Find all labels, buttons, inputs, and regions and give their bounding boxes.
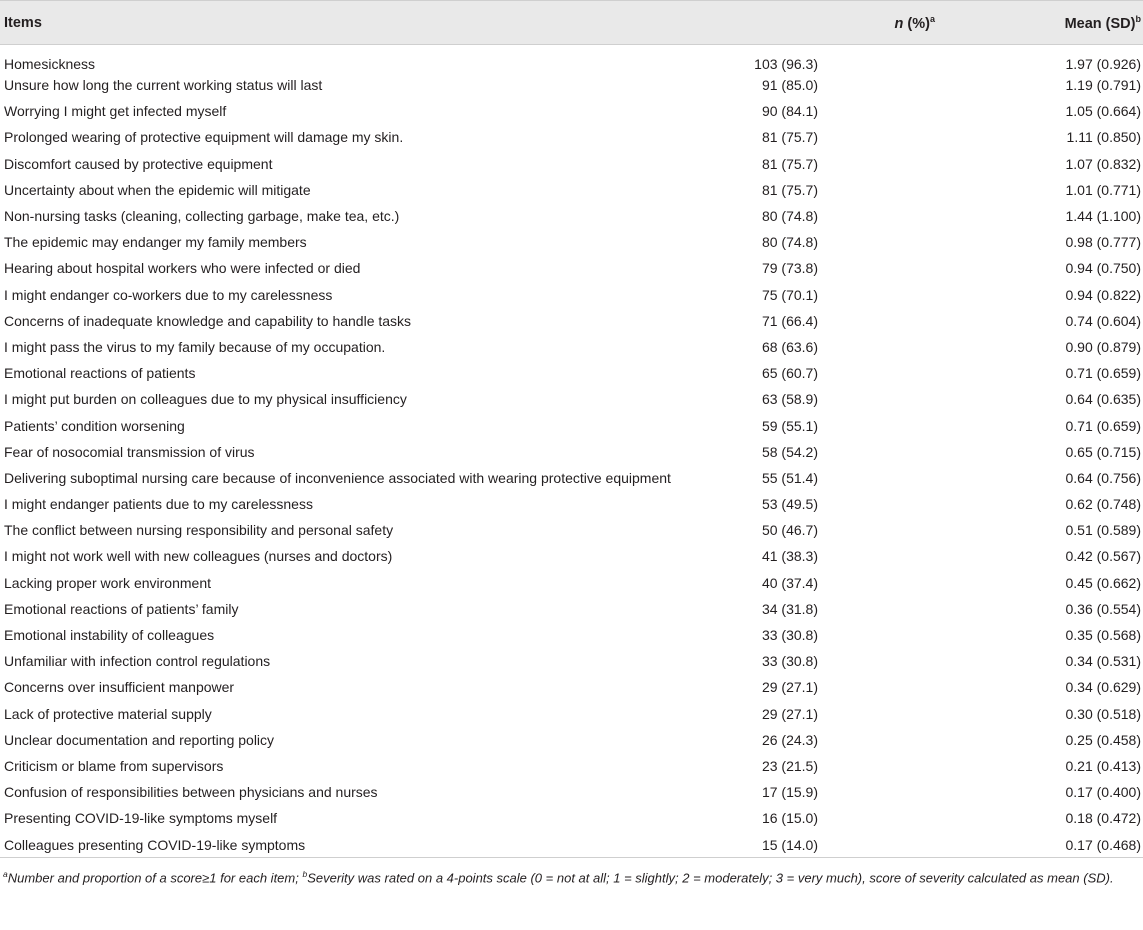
mean-sd-cell: 1.01 (0.771)	[1065, 181, 1141, 198]
item-cell: Non-nursing tasks (cleaning, collecting garbage, make tea, etc.)	[4, 208, 400, 225]
item-cell: Fear of nosocomial transmission of virus	[4, 443, 255, 460]
table-row	[0, 98, 1143, 124]
item-cell: Concerns over insufficient manpower	[4, 679, 235, 696]
n-percent-cell: 81 (75.7)	[761, 129, 818, 146]
table-row	[0, 386, 1143, 412]
table-row	[0, 701, 1143, 727]
n-percent-cell: 40 (37.4)	[761, 574, 818, 591]
item-cell: Criticism or blame from supervisors	[4, 757, 224, 774]
item-cell: Prolonged wearing of protective equipment will damage my skin.	[4, 129, 404, 146]
n-percent-cell: 16 (15.0)	[761, 810, 818, 827]
table-row	[0, 543, 1143, 569]
mean-sd-cell: 0.74 (0.604)	[1065, 312, 1141, 329]
item-cell: Unclear documentation and reporting policy	[4, 731, 275, 748]
table-row	[0, 282, 1143, 308]
mean-sd-cell: 0.25 (0.458)	[1065, 731, 1141, 748]
item-cell: I might not work well with new colleagues (nurses and doctors)	[4, 548, 393, 565]
item-cell: Homesickness	[4, 56, 96, 72]
table-row	[0, 648, 1143, 674]
table-row	[0, 203, 1143, 229]
n-percent-cell: 33 (30.8)	[761, 653, 818, 670]
mean-sd-cell: 1.07 (0.832)	[1065, 155, 1141, 172]
table-row	[0, 360, 1143, 386]
item-cell: Emotional instability of colleagues	[4, 627, 215, 644]
n-percent-cell: 41 (38.3)	[761, 548, 818, 565]
table-row	[0, 308, 1143, 334]
n-percent-cell: 80 (74.8)	[761, 208, 818, 225]
table-row	[0, 831, 1143, 857]
table-row	[0, 491, 1143, 517]
footnote-a-mark: a	[3, 869, 8, 879]
n-percent-cell: 81 (75.7)	[761, 155, 818, 172]
item-cell: Concerns of inadequate knowledge and capability to handle tasks	[4, 312, 412, 329]
item-cell: I might endanger patients due to my carelessness	[4, 496, 313, 513]
item-cell: Confusion of responsibilities between physicians and nurses	[4, 784, 378, 801]
mean-sd-cell: 0.17 (0.400)	[1065, 784, 1141, 801]
mean-sd-cell: 0.21 (0.413)	[1065, 757, 1141, 774]
header-row	[0, 1, 1143, 45]
footnote-b-text: Severity was rated on a 4-points scale (0 = not at all; 1 = slightly; 2 = moderately; 3 = very much), score of severity calculated as mean (SD).	[307, 870, 1114, 886]
mean-sd-cell: 0.64 (0.756)	[1065, 469, 1141, 486]
table-row	[0, 124, 1143, 150]
item-cell: Hearing about hospital workers who were infected or died	[4, 260, 361, 277]
n-percent-cell: 71 (66.4)	[761, 312, 818, 329]
table-body	[0, 45, 1143, 858]
item-cell: The epidemic may endanger my family members	[4, 234, 307, 251]
footnote-a-text: Number and proportion of a score≥1 for each item;	[7, 870, 303, 886]
table-row	[0, 779, 1143, 805]
n-percent-cell: 75 (70.1)	[761, 286, 818, 303]
table-row	[0, 334, 1143, 360]
item-cell: Emotional reactions of patients’ family	[4, 600, 239, 617]
table-row	[0, 255, 1143, 281]
table-header	[0, 1, 1143, 45]
table-row	[0, 72, 1143, 98]
n-percent-cell: 17 (15.9)	[761, 784, 818, 801]
n-percent-cell: 33 (30.8)	[761, 627, 818, 644]
mean-sd-cell: 0.94 (0.822)	[1065, 286, 1141, 303]
header-mean-sup: b	[1135, 13, 1141, 24]
item-cell: The conflict between nursing responsibility and personal safety	[4, 522, 394, 539]
table-row	[0, 151, 1143, 177]
mean-sd-cell: 0.98 (0.777)	[1065, 234, 1141, 251]
n-percent-cell: 55 (51.4)	[761, 469, 818, 486]
table-footnote	[3, 864, 1139, 888]
table-row	[0, 517, 1143, 543]
mean-sd-cell: 0.34 (0.629)	[1065, 679, 1141, 696]
mean-sd-cell: 0.45 (0.662)	[1065, 574, 1141, 591]
table-row	[0, 45, 1143, 73]
n-percent-cell: 103 (96.3)	[754, 56, 818, 72]
mean-sd-cell: 0.62 (0.748)	[1065, 496, 1141, 513]
table-row	[0, 753, 1143, 779]
mean-sd-cell: 1.19 (0.791)	[1065, 77, 1141, 94]
item-cell: Lacking proper work environment	[4, 574, 211, 591]
header-n-label: n	[894, 15, 904, 32]
mean-sd-cell: 1.97 (0.926)	[1065, 56, 1141, 72]
header-items: Items	[0, 1, 694, 45]
n-percent-cell: 63 (58.9)	[761, 391, 818, 408]
mean-sd-cell: 0.30 (0.518)	[1065, 705, 1141, 722]
mean-sd-cell: 0.35 (0.568)	[1065, 627, 1141, 644]
n-percent-cell: 50 (46.7)	[761, 522, 818, 539]
n-percent-cell: 58 (54.2)	[761, 443, 818, 460]
header-n-sup: a	[929, 13, 935, 24]
mean-sd-cell: 1.44 (1.100)	[1065, 208, 1141, 225]
n-percent-cell: 29 (27.1)	[761, 705, 818, 722]
mean-sd-cell: 0.94 (0.750)	[1065, 260, 1141, 277]
n-percent-cell: 68 (63.6)	[761, 338, 818, 355]
mean-sd-cell: 0.36 (0.554)	[1065, 600, 1141, 617]
mean-sd-cell: 0.65 (0.715)	[1065, 443, 1141, 460]
n-percent-cell: 80 (74.8)	[761, 234, 818, 251]
header-pct-label: (%)	[903, 15, 930, 32]
item-cell: Colleagues presenting COVID-19-like symptoms	[4, 836, 306, 853]
table-row	[0, 674, 1143, 700]
item-cell: I might pass the virus to my family because of my occupation.	[4, 338, 386, 355]
item-cell: Unsure how long the current working status will last	[4, 77, 323, 94]
n-percent-cell: 65 (60.7)	[761, 365, 818, 382]
header-mean-sd	[937, 1, 1143, 45]
header-n-percent	[694, 1, 937, 45]
mean-sd-cell: 0.34 (0.531)	[1065, 653, 1141, 670]
mean-sd-cell: 0.42 (0.567)	[1065, 548, 1141, 565]
n-percent-cell: 23 (21.5)	[761, 757, 818, 774]
mean-sd-cell: 0.18 (0.472)	[1065, 810, 1141, 827]
n-percent-cell: 26 (24.3)	[761, 731, 818, 748]
mean-sd-cell: 0.71 (0.659)	[1065, 365, 1141, 382]
mean-sd-cell: 0.64 (0.635)	[1065, 391, 1141, 408]
item-cell: Unfamiliar with infection control regulations	[4, 653, 271, 670]
n-percent-cell: 53 (49.5)	[761, 496, 818, 513]
mean-sd-cell: 0.51 (0.589)	[1065, 522, 1141, 539]
n-percent-cell: 91 (85.0)	[761, 77, 818, 94]
item-cell: Emotional reactions of patients	[4, 365, 196, 382]
mean-sd-cell: 0.71 (0.659)	[1065, 417, 1141, 434]
mean-sd-cell: 1.05 (0.664)	[1065, 103, 1141, 120]
table-row	[0, 412, 1143, 438]
n-percent-cell: 29 (27.1)	[761, 679, 818, 696]
n-percent-cell: 34 (31.8)	[761, 600, 818, 617]
item-cell: Worrying I might get infected myself	[4, 103, 227, 120]
item-cell: Delivering suboptimal nursing care because of inconvenience associated with wearing protective equipment	[4, 469, 671, 486]
mean-sd-cell: 0.90 (0.879)	[1065, 338, 1141, 355]
table-row	[0, 805, 1143, 831]
table-bottom-rule	[0, 857, 1143, 858]
table-row	[0, 727, 1143, 753]
n-percent-cell: 79 (73.8)	[761, 260, 818, 277]
header-mean-label: Mean (SD)	[1064, 15, 1136, 32]
item-cell: Uncertainty about when the epidemic will mitigate	[4, 181, 311, 198]
table-row	[0, 465, 1143, 491]
n-percent-cell: 90 (84.1)	[761, 103, 818, 120]
n-percent-cell: 15 (14.0)	[761, 836, 818, 853]
item-cell: I might endanger co-workers due to my carelessness	[4, 286, 333, 303]
table-row	[0, 622, 1143, 648]
mean-sd-cell: 0.17 (0.468)	[1065, 836, 1141, 853]
mean-sd-cell: 1.11 (0.850)	[1066, 129, 1141, 146]
table-row	[0, 439, 1143, 465]
table-row	[0, 596, 1143, 622]
table-row	[0, 177, 1143, 203]
item-cell: Lack of protective material supply	[4, 705, 212, 722]
footnote-b-mark: b	[302, 869, 308, 879]
item-cell: Patients’ condition worsening	[4, 417, 185, 434]
table-row	[0, 570, 1143, 596]
table-row	[0, 229, 1143, 255]
item-cell: Discomfort caused by protective equipment	[4, 155, 273, 172]
item-cell: Presenting COVID-19-like symptoms myself	[4, 810, 278, 827]
item-cell: I might put burden on colleagues due to my physical insufficiency	[4, 391, 407, 408]
n-percent-cell: 81 (75.7)	[761, 181, 818, 198]
n-percent-cell: 59 (55.1)	[761, 417, 818, 434]
